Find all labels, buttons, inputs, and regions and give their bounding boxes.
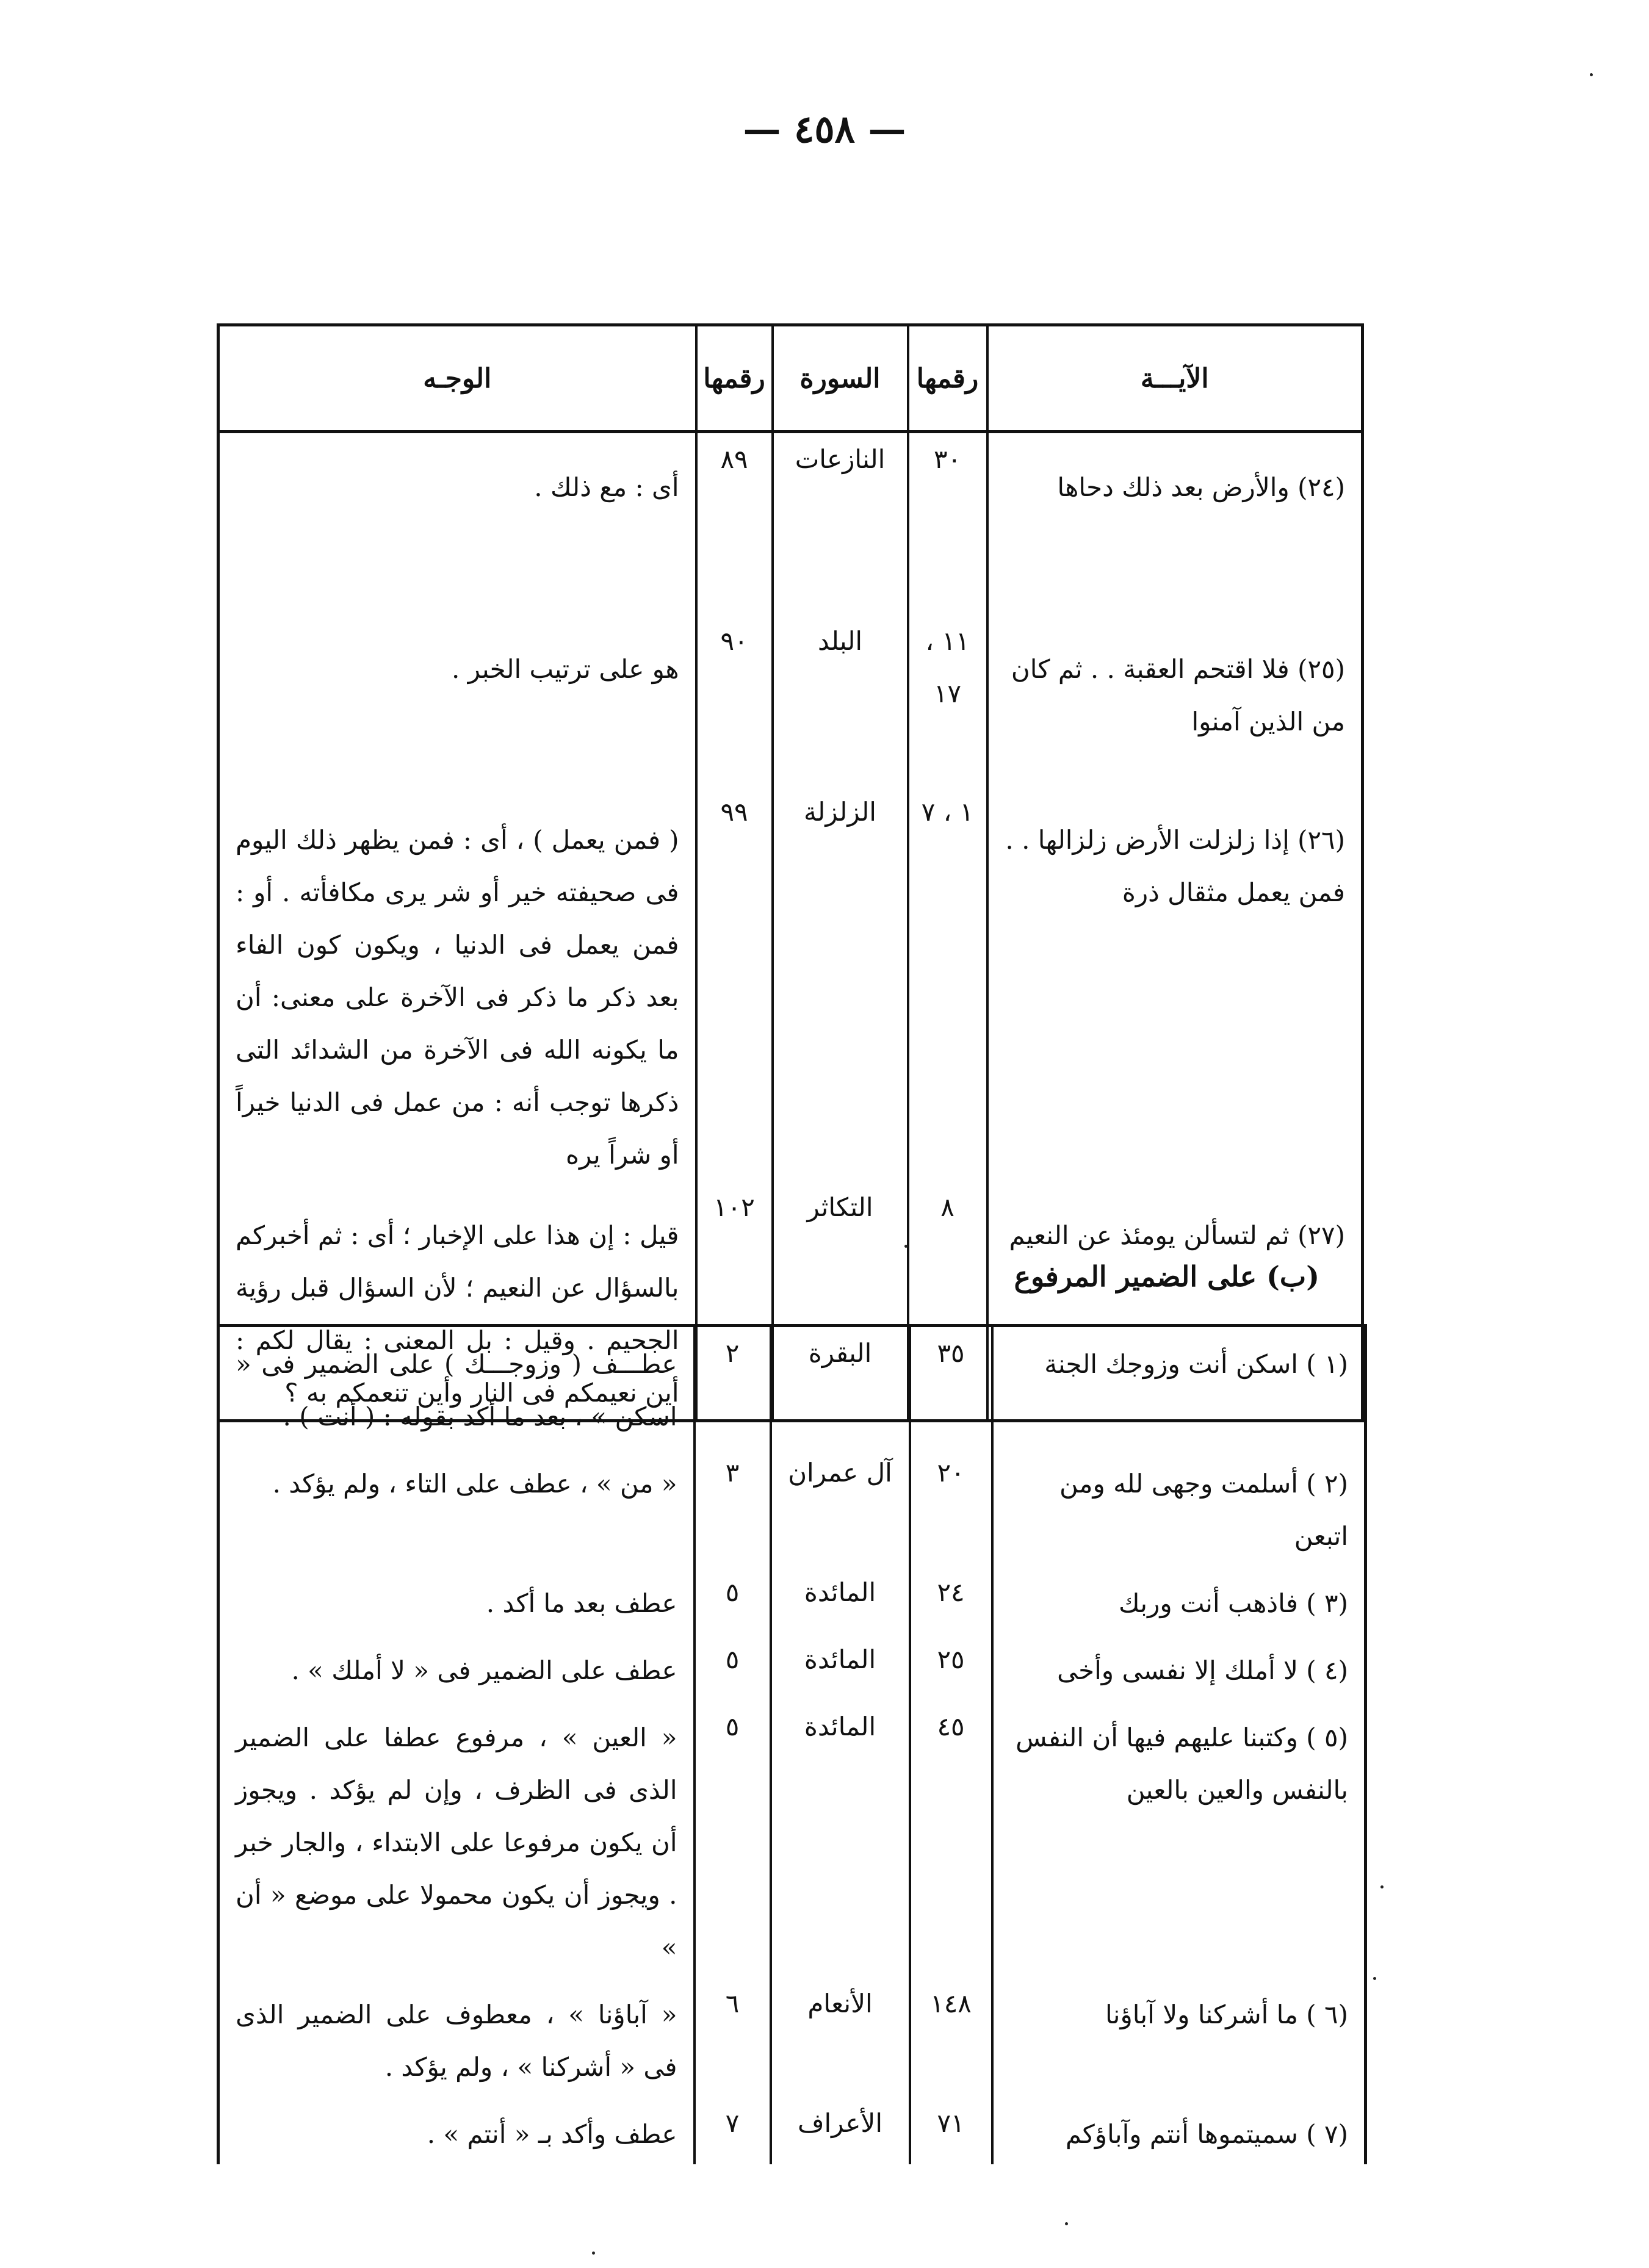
cell-surah: المائدة (771, 1566, 910, 1633)
cell-ayah: (٧ ) سميتموها أنتم وآباؤكم (992, 2097, 1366, 2164)
cell-ayah-number: ٢٠ (910, 1447, 992, 1566)
cell-ayah (987, 432, 1363, 615)
cell-surah-number: ٩٠ (696, 615, 773, 786)
table-row (218, 1447, 1366, 1566)
cell-wajh: هو على ترتيب الخبر . (218, 615, 696, 786)
table-row (218, 2097, 1366, 2164)
table-row (218, 1566, 1366, 1633)
cell-surah: التكاثر (773, 1181, 908, 1421)
cell-ayah-number: ٣٠ (908, 432, 987, 615)
scan-speck (1065, 2222, 1068, 2225)
cell-surah: النازعات (773, 432, 908, 615)
cell-ayah: (٢٦) إذا زلزلت الأرض زلزالها . . فمن يعمل مثقال ذرة (987, 786, 1363, 1181)
cell-wajh: « من » ، عطف على التاء ، ولم يؤكد . (218, 1447, 695, 1566)
cell-ayah: (٥ ) وكتبنا عليهم فيها أن النفس بالنفس والعين بالعين (992, 1701, 1366, 1978)
cell-wajh: « العين » ، مرفوع عطفا على الضمير الذى فى الظرف ، وإن لم يؤكد . ويجوز أن يكون مرفوعا على الابتداء ، والجار خبر . ويجوز أن يكون محمولا على موضع « أن » (218, 1701, 695, 1978)
cell-ayah: (٢ ) أسلمت وجهى لله ومن اتبعن (992, 1447, 1366, 1566)
cell-ayah: (٢٥) فلا اقتحم العقبة . . ثم كان من الذين آمنوا (987, 615, 1363, 786)
table-main (217, 323, 1364, 1422)
header-ayah: الآيـــة (987, 325, 1363, 432)
cell-ayah-number: ٧١ (910, 2097, 992, 2164)
cell-ayah-number: ٨ (908, 1181, 987, 1421)
cell-wajh: قيل : إن هذا على الإخبار ؛ أى : ثم أخبركم بالسؤال عن النعيم ؛ لأن السؤال قبل رؤية الجحيم . وقيل : بل المعنى : يقال لكم : أين نعيمكم فى النار وأين تنعمكم به ؟ (218, 1181, 696, 1421)
cell-ayah: (٢٧) ثم لتسألن يومئذ عن النعيم (987, 1181, 1363, 1421)
cell-wajh: ( فمن يعمل ) ، أى : فمن يظهر ذلك اليوم فى صحيفته خير أو شر يرى مكافأته . أو : فمن يعمل فى الدنيا ، ويكون كون الفاء بعد ذكر ما ذكر فى الآخرة على معنى: أن ما يكونه الله فى الآخرة من الشدائد التى ذكرها توجب أنه : من عمل فى الدنيا خيراً أو شراً يره (218, 786, 696, 1181)
cell-surah: البلد (773, 615, 908, 786)
cell-surah-number: ٦ (695, 1978, 771, 2097)
scan-speck (1380, 1885, 1384, 1888)
header-wajh: الوجـه (218, 325, 696, 432)
cell-ayah: (١ ) اسكن أنت وزوجك الجنة (992, 1326, 1366, 1447)
header-ayah-number: رقمها (908, 325, 987, 432)
cell-surah: المائدة (771, 1633, 910, 1701)
cell-wajh: عطف وأكد بـ « أنتم » . (218, 2097, 695, 2164)
cell-surah: المائدة (771, 1701, 910, 1978)
cell-wajh: أى : مع ذلك . (218, 432, 696, 615)
table-row (218, 615, 1363, 786)
table-row (218, 1326, 1366, 1447)
cell-surah-number: ٥ (695, 1566, 771, 1633)
table-row (218, 1978, 1366, 2097)
cell-surah: الأعراف (771, 2097, 910, 2164)
cell-wajh: عطف بعد ما أكد . (218, 1566, 695, 1633)
page-number: — ٤٥٨ — (743, 107, 906, 151)
cell-surah-number: ٣ (695, 1447, 771, 1566)
cell-surah: آل عمران (771, 1447, 910, 1566)
scan-speck (1373, 1977, 1376, 1980)
table-row (218, 1633, 1366, 1701)
cell-ayah-number: ٣٥ (910, 1326, 992, 1447)
table-row (218, 432, 1363, 615)
cell-surah-number: ٧ (695, 2097, 771, 2164)
section-heading: (ب) على الضمير المرفوع (1014, 1260, 1319, 1293)
cell-surah-number: ٨٩ (696, 432, 773, 615)
cell-ayah: (٦ ) ما أشركنا ولا آباؤنا (992, 1978, 1366, 2097)
cell-ayah-number: ٢٤ (910, 1566, 992, 1633)
cell-wajh: « آباؤنا » ، معطوف على الضمير الذى فى « أشركنا » ، ولم يؤكد . (218, 1978, 695, 2097)
cell-surah-number: ٥ (695, 1633, 771, 1701)
cell-surah-number: ٢ (695, 1326, 771, 1447)
cell-surah: البقرة (771, 1326, 910, 1447)
cell-wajh: عطـــف ( وزوجـــك ) على الضمير فى « اسكن » ، بعد ما أكد بقوله : ( أنت ) . (218, 1326, 695, 1447)
cell-ayah-number: ١١ ، ١٧ (908, 615, 987, 786)
table-row (218, 1701, 1366, 1978)
header-surah-number: رقمها (696, 325, 773, 432)
cell-surah: الأنعام (771, 1978, 910, 2097)
scan-speck (904, 1245, 907, 1248)
cell-ayah-number: ١٤٨ (910, 1978, 992, 2097)
cell-surah-number: ٥ (695, 1701, 771, 1978)
header-surah: السورة (773, 325, 908, 432)
table-row (218, 786, 1363, 1181)
table-header-row (218, 325, 1363, 432)
cell-ayah-number: ١ ، ٧ (908, 786, 987, 1181)
cell-surah-number: ٩٩ (696, 786, 773, 1181)
cell-surah-number: ١٠٢ (696, 1181, 773, 1421)
cell-wajh: عطف على الضمير فى « لا أملك » . (218, 1633, 695, 1701)
ayah-text: (٢٤) والأرض بعد ذلك دحاها (1057, 472, 1345, 502)
scan-speck (592, 2252, 595, 2255)
cell-ayah: (٣ ) فاذهب أنت وربك (992, 1566, 1366, 1633)
cell-ayah: (٤ ) لا أملك إلا نفسى وأخى (992, 1633, 1366, 1701)
cell-ayah-number: ٤٥ (910, 1701, 992, 1978)
scan-speck (1590, 73, 1593, 76)
cell-ayah-number: ٢٥ (910, 1633, 992, 1701)
cell-surah: الزلزلة (773, 786, 908, 1181)
table-section-b (217, 1324, 1367, 2164)
